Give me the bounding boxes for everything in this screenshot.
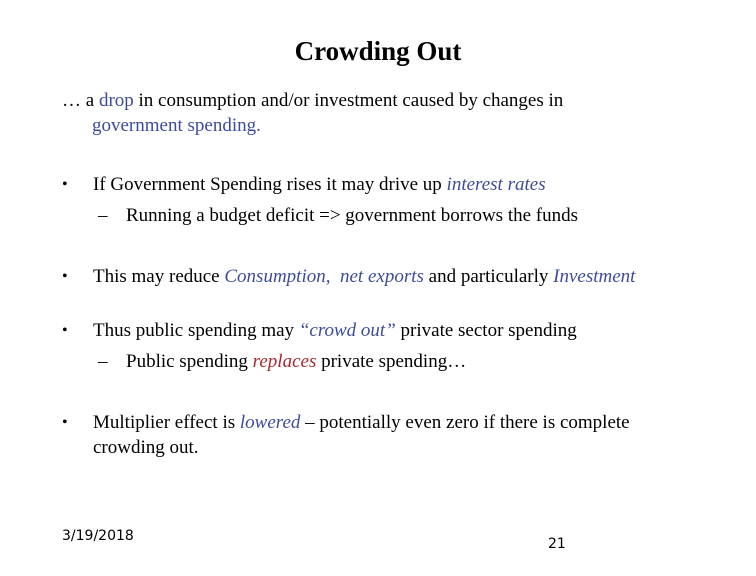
sub-bullet-marker: – — [98, 205, 108, 226]
bullet-3-lead: Thus public spending may — [93, 320, 299, 341]
bullet-3-tail: private sector spending — [395, 320, 577, 341]
bullet-4-text — [93, 410, 713, 460]
bullet-4-tail: – potentially even zero if there is complete — [300, 412, 630, 433]
bullet-3-crowd-out: “crowd out” — [298, 320, 396, 341]
intro-prefix: … a — [62, 90, 99, 111]
bullet-2-mid: and particularly — [423, 266, 554, 287]
page-number: 21 — [548, 536, 566, 552]
footer-date: 3/19/2018 — [62, 528, 134, 544]
intro-drop-term: drop — [98, 90, 134, 111]
bullet-2-text — [93, 264, 733, 289]
intro-line-2: government spending. — [92, 115, 261, 136]
bullet-marker: • — [62, 322, 68, 339]
intro-definition — [62, 88, 702, 138]
bullet-4-lowered: lowered — [239, 412, 301, 433]
bullet-1-interest-rates: interest rates — [446, 174, 546, 195]
bullet-4-lead: Multiplier effect is — [93, 412, 240, 433]
sub-bullet-1-text: Running a budget deficit => government borrows the funds — [126, 205, 579, 226]
intro-line-1 — [62, 88, 702, 113]
bullet-4-line-2: crowding out. — [93, 437, 199, 458]
bullet-marker: • — [62, 414, 68, 431]
bullet-2-lead: This may reduce — [93, 266, 225, 287]
sub-bullet-3 — [98, 349, 698, 374]
bullet-2-consumption: Consumption, — [224, 266, 331, 287]
bullet-1-text — [93, 172, 713, 197]
bullet-1-lead: If Government Spending rises it may drive up — [93, 174, 447, 195]
bullet-3-text — [93, 318, 713, 343]
intro-middle: in consumption and/or investment caused by changes in — [133, 90, 564, 111]
bullet-marker: • — [62, 268, 68, 285]
bullet-2-net-exports: net exports — [339, 266, 424, 287]
sub-bullet-3-tail: private spending… — [316, 351, 467, 372]
sub-bullet-1 — [98, 203, 698, 228]
bullet-marker: • — [62, 176, 68, 193]
sub-bullet-3-replaces: replaces — [252, 351, 317, 372]
sub-bullet-3-prefix: Public spending — [126, 351, 253, 372]
bullet-2-investment: Investment — [553, 266, 636, 287]
slide-title: Crowding Out — [294, 36, 462, 66]
sub-bullet-marker: – — [98, 351, 108, 372]
